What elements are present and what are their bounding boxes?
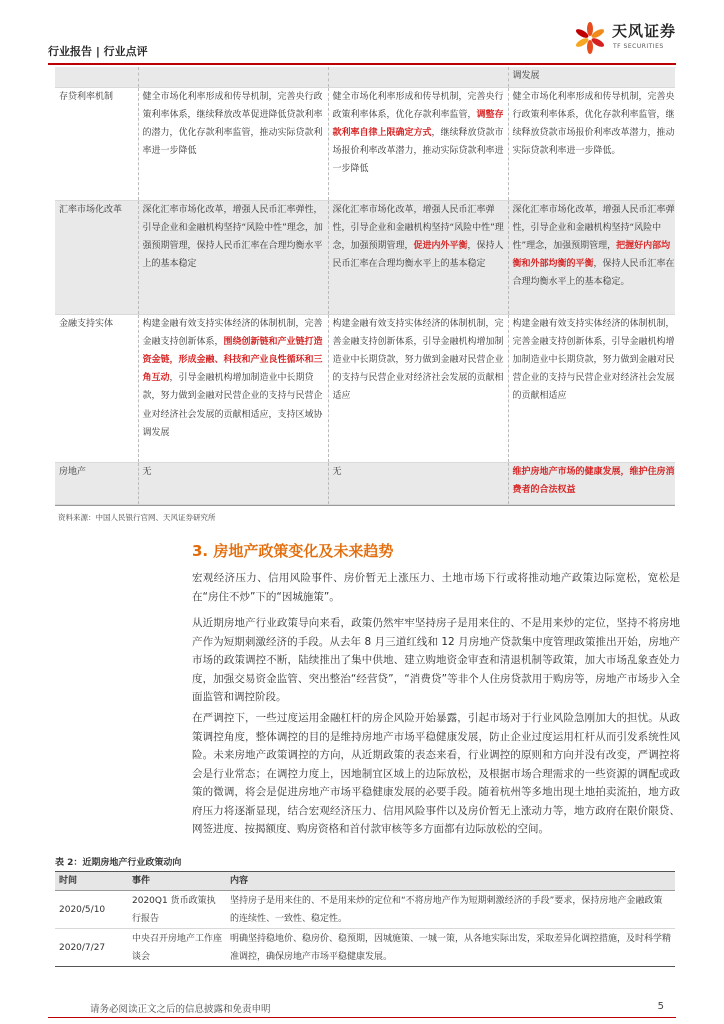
table-row xyxy=(55,929,675,967)
cell-content: 明确坚持稳地价、稳房价、稳预期，因城施策、一城一策，从各地实际出发，采取差异化调控措施，及时科学精准调控，确保房地产市场平稳健康发展。 xyxy=(226,929,675,967)
page-number: 5 xyxy=(657,1001,664,1012)
row-label xyxy=(55,67,138,87)
recent-policy-table xyxy=(55,871,675,967)
table-bottom-rule xyxy=(55,505,675,506)
paragraph-2: 从近期房地产行业政策导向来看，政策仍然牢牢坚持房子是用来住的、不是用来炒的定位，坚持不将房地产作为短期刺激经济的手段。从去年 8 月三道红线和 12 月房地产贷款集中度管理政策推出开始，房地产市场的政策调控不断，陆续推出了集中供地、建立购地资金审查和清退机制等政策，加大市场乱象查处力度，加强交易资金监管、突出整治“经营贷”，“消费贷”等非个人住房贷款用于购房等，房地产市场步入全面监管和调控阶段。 xyxy=(192,617,680,703)
highlight-text: 调整存款利率自律上限确定方式 xyxy=(332,109,504,138)
cell: 健全市场化利率形成和传导机制，完善央行政策利率体系，优化存款利率监管，调整存款利率自律上限确定方式，继续释放贷款市场报价利率改革潜力，推动实际贷款利率进一步降低 xyxy=(328,87,508,200)
table-row xyxy=(55,87,675,200)
cell: 构建金融有效支持实体经济的体制机制，完善金融支持创新体系，引导金融机构增加制造业中长期贷款，努力做到金融对民营企业的支持与民营企业对经济社会发展的贡献相适应 xyxy=(328,314,508,462)
policy-comparison-table xyxy=(55,67,675,505)
cell: 深化汇率市场化改革，增强人民币汇率弹性，引导企业和金融机构坚持“风险中性”理念，加强预期管理，促进内外平衡，保持人民币汇率在合理均衡水平上的基本稳定 xyxy=(328,200,508,314)
table-title: 表 2：近期房地产行业政策动向 xyxy=(55,858,182,868)
table-row xyxy=(55,314,675,462)
section-title: 3. 房地产政策变化及未来趋势 xyxy=(192,542,394,560)
cell-event: 中央召开房地产工作座谈会 xyxy=(128,929,226,967)
cell: 深化汇率市场化改革，增强人民币汇率弹性，引导企业和金融机构坚持“风险中性”理念，加强预期管理，保持人民币汇率在合理均衡水平上的基本稳定 xyxy=(138,200,328,314)
highlight-text: 围绕创新链和产业链打造资金链，形成金融、科技和产业良性循环和三角互动 xyxy=(142,336,323,384)
table-source: 资料来源：中国人民银行官网、天风证券研究所 xyxy=(58,513,216,522)
cell xyxy=(138,67,328,87)
footer-disclaimer: 请务必阅读正文之后的信息披露和免责申明 xyxy=(90,1004,271,1015)
footer-divider xyxy=(48,1017,676,1018)
column-header: 内容 xyxy=(226,872,675,891)
row-label: 存贷利率机制 xyxy=(55,87,138,200)
highlight-text: 维护房地产市场的健康发展，维护住房消费者的合法权益 xyxy=(512,466,675,495)
paragraph-3: 在严调控下，一些过度运用金融杠杆的房企风险开始暴露，引起市场对于行业风险急刚加大的担忧。从政策调控角度，整体调控的目的是维持房地产市场平稳健康发展，防止企业过度运用杠杆从而引发系统性风险。未来房地产政策调控的方向，从近期政策的表态来看，行业调控的原则和方向并没有改变，严调控将会是行业常态；在调控力度上，因地制宜区域上的边际放松，及根据市场合理需求的一些资源的调配或政策的微调，将会是促进房地产市场平稳健康发展的必要手段。随着杭州等多地出现土地拍卖流拍，地方政府压力将逐渐显现，结合宏观经济压力、信用风险事件以及房价暂无上涨动力等，地方政府在限价限贷、网签进度、按揭额度、购房资格和首付款审核等多方面都有边际放松的空间。 xyxy=(192,712,680,835)
column-header: 时间 xyxy=(55,872,128,891)
logo-subtitle: TF SECURITIES xyxy=(613,43,664,50)
table-header-row xyxy=(55,872,675,891)
cell: 构建金融有效支持实体经济的体制机制，完善金融支持创新体系，引导金融机构增加制造业中长期贷款，努力做到金融对民营企业的支持与民营企业对经济社会发展的贡献相适应 xyxy=(508,314,675,462)
highlight-text: 促进内外平衡 xyxy=(413,240,468,251)
row-label: 汇率市场化改革 xyxy=(55,200,138,314)
cell: 健全市场化利率形成和传导机制，完善央行政策利率体系，继续释放改革促进降低贷款利率的潜力，优化存款利率监管，推动实际贷款利率进一步降低 xyxy=(138,87,328,200)
table-row xyxy=(55,67,675,87)
paragraph-1: 宏观经济压力、信用风险事件、房价暂无上涨压力、土地市场下行或将推动地产政策边际宽松，宽松是在“房住不炒”下的“因城施策”。 xyxy=(192,572,680,603)
highlight-text: 把握好内部均衡和外部均衡的平衡 xyxy=(512,240,671,270)
cell: 无 xyxy=(138,462,328,504)
cell xyxy=(328,67,508,87)
cell-event: 2020Q1 货币政策执行报告 xyxy=(128,891,226,929)
cell: 深化汇率市场化改革，增强人民币汇率弹性，引导企业和金融机构坚持“风险中性”理念，加强预期管理，把握好内部均衡和外部均衡的平衡，保持人民币汇率在合理均衡水平上的基本稳定。 xyxy=(508,200,675,314)
table-row xyxy=(55,462,675,504)
cell: 健全市场化利率形成和传导机制，完善央行政策利率体系，优化存款利率监管，继续释放贷款市场报价利率改革潜力，推动实际贷款利率进一步降低。 xyxy=(508,87,675,200)
cell-date: 2020/5/10 xyxy=(55,891,128,929)
column-header: 事件 xyxy=(128,872,226,891)
cell-content: 坚持房子是用来住的、不是用来炒的定位和“不将房地产作为短期刺激经济的手段”要求，保持房地产金融政策的连续性、一致性、稳定性。 xyxy=(226,891,675,929)
report-category: 行业报告 | 行业点评 xyxy=(48,45,148,58)
logo-name: 天风证券 xyxy=(612,22,677,40)
header-divider xyxy=(48,63,676,65)
cell: 调发展 xyxy=(508,67,675,87)
cell-date: 2020/7/27 xyxy=(55,929,128,967)
table-row xyxy=(55,200,675,314)
cell: 构建金融有效支持实体经济的体制机制，完善金融支持创新体系，围绕创新链和产业链打造资金链，形成金融、科技和产业良性循环和三角互动，引导金融机构增加制造业中长期贷款，努力做到金融对民营企业的支持与民营企业对经济社会发展的贡献相适应，支持区域协调发展 xyxy=(138,314,328,462)
cell xyxy=(508,462,675,504)
table-row xyxy=(55,891,675,929)
row-label: 房地产 xyxy=(55,462,138,504)
cell: 无 xyxy=(328,462,508,504)
row-label: 金融支持实体 xyxy=(55,314,138,462)
